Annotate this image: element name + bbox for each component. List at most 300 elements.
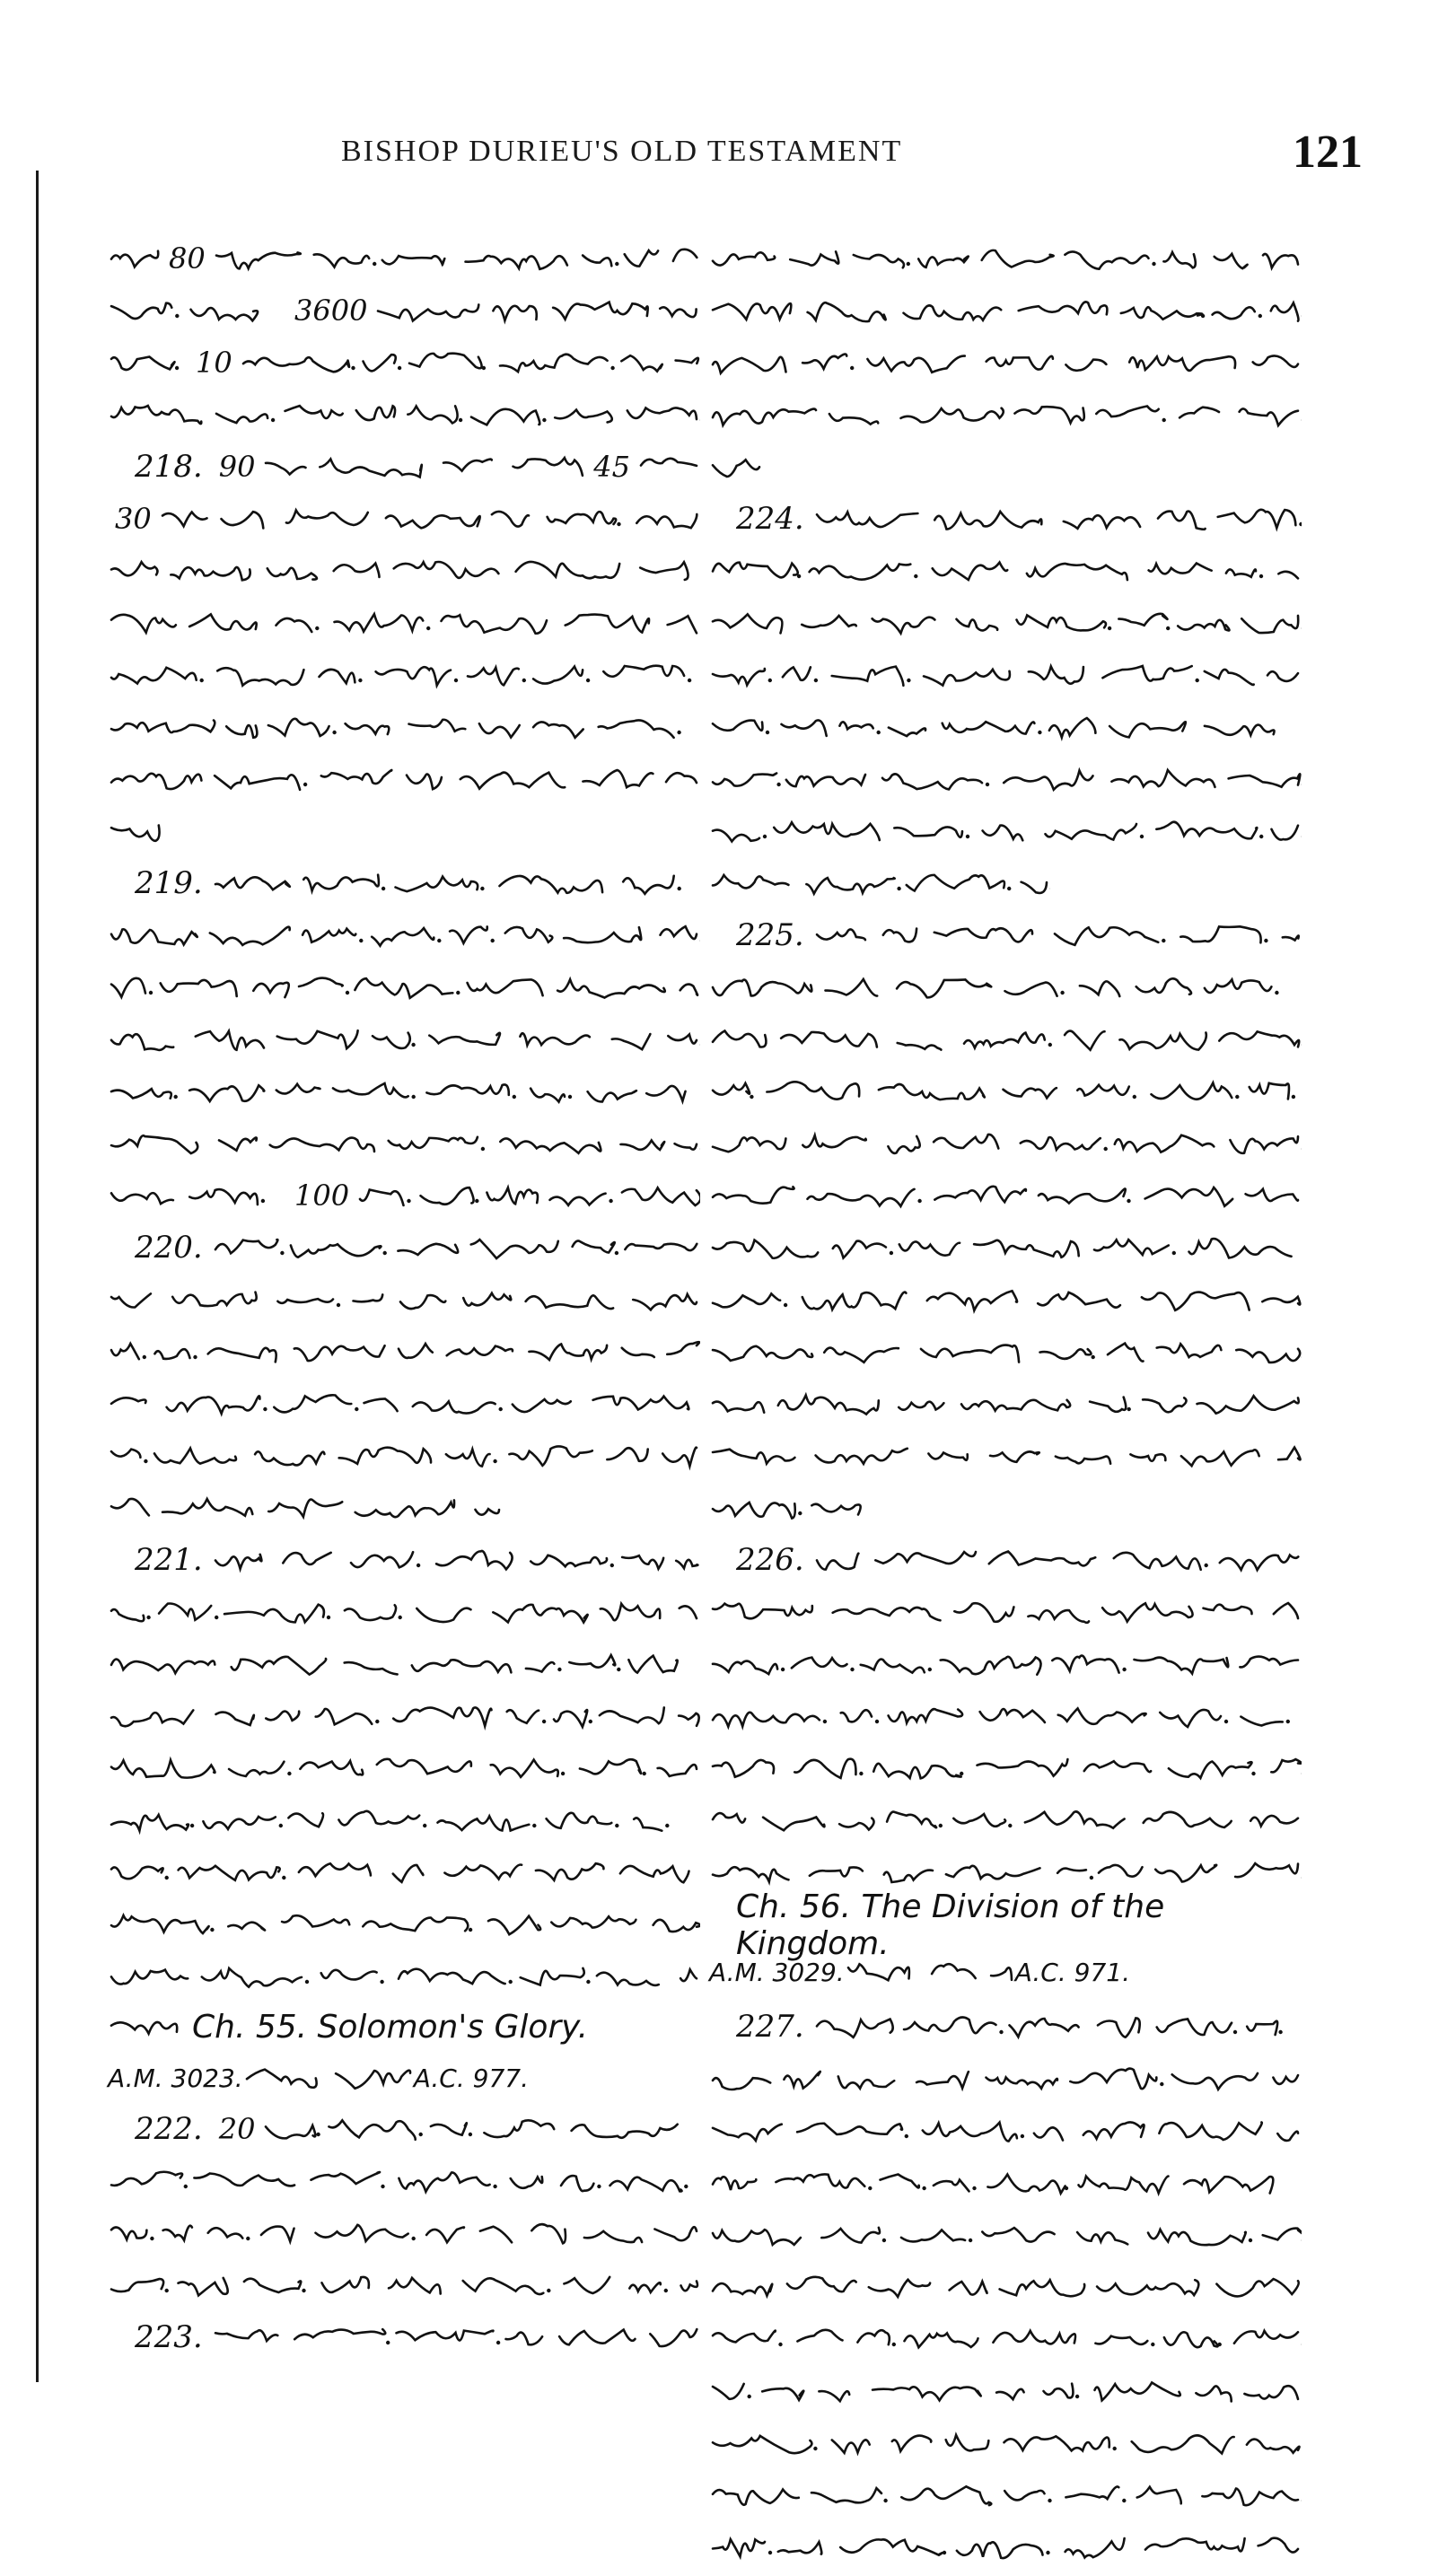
shorthand-word bbox=[334, 564, 380, 577]
shorthand-word bbox=[1080, 981, 1119, 996]
left-text-column bbox=[108, 235, 718, 2362]
shorthand-word bbox=[463, 1293, 511, 1306]
shorthand-line bbox=[709, 1485, 1302, 1531]
shorthand-word bbox=[599, 720, 674, 737]
shorthand-word bbox=[526, 1295, 614, 1309]
shorthand-dot bbox=[375, 1720, 379, 1723]
shorthand-dot bbox=[1264, 939, 1267, 942]
shorthand-dot bbox=[1090, 1876, 1093, 1879]
shorthand-dot bbox=[303, 783, 307, 786]
shorthand-dot bbox=[149, 991, 153, 994]
shorthand-word bbox=[521, 1968, 584, 1985]
shorthand-word bbox=[339, 1448, 431, 1464]
shorthand-word bbox=[662, 1448, 697, 1467]
shorthand-word bbox=[1025, 1811, 1125, 1827]
shorthand-dot bbox=[922, 2186, 925, 2190]
verse-number: 222. bbox=[135, 2111, 203, 2147]
shorthand-dot bbox=[1046, 2551, 1049, 2554]
shorthand-word bbox=[372, 928, 434, 946]
shorthand-word bbox=[516, 562, 620, 578]
shorthand-word bbox=[111, 774, 201, 789]
shorthand-dot bbox=[589, 1720, 592, 1723]
shorthand-word bbox=[463, 2278, 544, 2294]
shorthand-glyphs bbox=[709, 1646, 1302, 1682]
shorthand-word bbox=[1277, 2132, 1298, 2141]
shorthand-word bbox=[978, 1759, 1068, 1776]
shorthand-word bbox=[476, 1509, 500, 1515]
shorthand-word bbox=[923, 2123, 1017, 2142]
shorthand-word bbox=[191, 308, 259, 320]
verse-225 bbox=[709, 912, 1302, 1537]
shorthand-word bbox=[1235, 1863, 1298, 1877]
shorthand-dot bbox=[883, 2499, 887, 2502]
shorthand-word bbox=[784, 2072, 820, 2089]
shorthand-dot bbox=[943, 2551, 946, 2554]
shorthand-word bbox=[1234, 2331, 1298, 2344]
shorthand-word bbox=[848, 1964, 909, 1980]
shorthand-line bbox=[108, 495, 700, 542]
shorthand-word bbox=[346, 723, 390, 734]
shorthand-word bbox=[566, 615, 649, 633]
shorthand-word bbox=[266, 463, 306, 475]
shorthand-dot bbox=[1122, 1668, 1126, 1671]
shorthand-word bbox=[713, 357, 786, 373]
shorthand-dot bbox=[776, 783, 780, 786]
shorthand-glyphs bbox=[108, 1073, 700, 1109]
shorthand-word bbox=[499, 876, 602, 893]
shorthand-word bbox=[640, 562, 688, 580]
shorthand-word bbox=[564, 927, 641, 942]
shorthand-glyphs bbox=[213, 241, 700, 276]
shorthand-glyphs bbox=[108, 1126, 700, 1161]
shorthand-dot bbox=[1133, 1095, 1136, 1099]
shorthand-glyphs bbox=[108, 1282, 700, 1318]
shorthand-word bbox=[561, 2176, 593, 2191]
shorthand-dot bbox=[150, 2237, 153, 2240]
shorthand-word bbox=[1142, 1292, 1250, 1310]
anno-mundi-date: A.M. 3023. bbox=[108, 2063, 243, 2093]
shorthand-word bbox=[583, 256, 611, 267]
shorthand-word bbox=[1240, 408, 1298, 425]
shorthand-word bbox=[394, 562, 499, 578]
shorthand-glyphs bbox=[108, 1906, 700, 1942]
shorthand-word bbox=[666, 773, 697, 783]
shorthand-word bbox=[832, 667, 904, 686]
shorthand-line bbox=[709, 756, 1302, 802]
shorthand-word bbox=[111, 1499, 149, 1515]
shorthand-dot bbox=[1152, 262, 1155, 266]
shorthand-line bbox=[709, 2316, 1302, 2362]
shorthand-dot bbox=[1162, 418, 1166, 422]
shorthand-line bbox=[108, 1120, 700, 1167]
shorthand-word bbox=[580, 1759, 641, 1774]
shorthand-word bbox=[641, 459, 697, 466]
shorthand-word bbox=[1144, 1812, 1232, 1827]
shorthand-word bbox=[797, 2330, 842, 2342]
shorthand-word bbox=[713, 1031, 766, 1047]
page-edge-rule bbox=[36, 171, 39, 2382]
shorthand-word bbox=[468, 668, 519, 686]
shorthand-word bbox=[221, 512, 263, 528]
verse-223 bbox=[108, 2314, 700, 2366]
shorthand-word bbox=[713, 1661, 777, 1675]
shorthand-word bbox=[1109, 722, 1186, 737]
shorthand-word bbox=[675, 1143, 697, 1149]
shorthand-word bbox=[713, 773, 776, 785]
shorthand-glyphs bbox=[108, 1438, 700, 1474]
shorthand-word bbox=[1052, 1656, 1118, 1673]
shorthand-word bbox=[536, 1863, 604, 1880]
shorthand-line bbox=[108, 1745, 700, 1792]
shorthand-word bbox=[351, 1552, 413, 1567]
shorthand-word bbox=[111, 1760, 215, 1778]
shorthand-word bbox=[111, 357, 175, 371]
shorthand-dot bbox=[907, 679, 910, 682]
shorthand-word bbox=[782, 720, 827, 735]
shorthand-word bbox=[345, 1605, 396, 1620]
inline-number: 3600 bbox=[294, 294, 367, 328]
shorthand-word bbox=[636, 514, 697, 528]
shorthand-glyphs bbox=[709, 1854, 1302, 1890]
shorthand-word bbox=[316, 2225, 408, 2241]
shorthand-word bbox=[162, 513, 207, 527]
shorthand-word bbox=[817, 2020, 893, 2037]
shorthand-line bbox=[108, 2210, 700, 2256]
shorthand-word bbox=[646, 1086, 685, 1101]
shorthand-word bbox=[1258, 2538, 1298, 2553]
shorthand-word bbox=[321, 770, 392, 784]
shorthand-word bbox=[299, 978, 343, 986]
shorthand-glyphs bbox=[262, 449, 586, 485]
shorthand-dot bbox=[1108, 626, 1111, 630]
shorthand-word bbox=[335, 614, 424, 631]
shorthand-word bbox=[111, 1135, 197, 1153]
shorthand-dot bbox=[1299, 522, 1302, 526]
shorthand-dot bbox=[1218, 2343, 1222, 2346]
shorthand-dot bbox=[609, 1564, 613, 1567]
shorthand-dot bbox=[1251, 1772, 1255, 1775]
shorthand-word bbox=[572, 2125, 678, 2138]
shorthand-line bbox=[108, 964, 700, 1011]
shorthand-word bbox=[934, 1135, 998, 1149]
shorthand-line bbox=[108, 600, 700, 646]
shorthand-word bbox=[1090, 1398, 1126, 1412]
shorthand-word bbox=[398, 1244, 458, 1255]
shorthand-glyphs bbox=[709, 969, 1302, 1005]
shorthand-dot bbox=[561, 1772, 565, 1775]
shorthand-word bbox=[961, 1400, 1070, 1411]
shorthand-word bbox=[786, 775, 865, 786]
shorthand-word bbox=[1065, 1031, 1104, 1050]
shorthand-word bbox=[668, 1035, 697, 1044]
shorthand-line bbox=[108, 1589, 700, 1635]
shorthand-word bbox=[1114, 1553, 1201, 1570]
shorthand-dot bbox=[688, 679, 691, 682]
shorthand-word bbox=[1156, 2019, 1231, 2035]
shorthand-word bbox=[389, 1137, 478, 1149]
shorthand-dot bbox=[532, 1824, 536, 1827]
shorthand-glyphs bbox=[108, 397, 700, 433]
shorthand-word bbox=[513, 458, 583, 476]
shorthand-line bbox=[709, 2160, 1302, 2206]
shorthand-word bbox=[808, 302, 886, 321]
shorthand-word bbox=[159, 1604, 211, 1620]
shorthand-word bbox=[899, 1241, 960, 1255]
shorthand-dot bbox=[1162, 939, 1165, 942]
shorthand-word bbox=[111, 721, 215, 733]
shorthand-line bbox=[709, 2055, 1302, 2102]
shorthand-word bbox=[551, 1916, 636, 1927]
verse-opening-line bbox=[108, 2106, 700, 2152]
shorthand-word bbox=[762, 2388, 803, 2400]
shorthand-word bbox=[817, 929, 865, 940]
shorthand-dot bbox=[359, 939, 363, 942]
shorthand-word bbox=[1205, 979, 1272, 993]
shorthand-dot bbox=[522, 679, 526, 682]
shorthand-dot bbox=[586, 679, 590, 682]
shorthand-dot bbox=[890, 1251, 893, 1255]
shorthand-glyphs bbox=[709, 657, 1302, 693]
chapter-56-block bbox=[709, 1901, 1302, 1994]
shorthand-dot bbox=[797, 574, 801, 578]
shorthand-glyphs bbox=[108, 293, 287, 329]
shorthand-dot bbox=[437, 939, 441, 942]
shorthand-word bbox=[974, 1240, 1079, 1257]
shorthand-line bbox=[108, 1328, 700, 1375]
shorthand-word bbox=[1241, 1717, 1282, 1726]
shorthand-dot bbox=[939, 1824, 943, 1827]
shorthand-glyphs bbox=[108, 709, 700, 745]
shorthand-line bbox=[709, 964, 1302, 1011]
shorthand-word bbox=[676, 1560, 697, 1568]
shorthand-word bbox=[680, 985, 697, 995]
shorthand-word bbox=[111, 1450, 140, 1458]
shorthand-glyphs bbox=[813, 501, 1302, 537]
shorthand-dot bbox=[969, 2239, 972, 2242]
shorthand-word bbox=[253, 983, 288, 997]
shorthand-word bbox=[873, 1764, 961, 1779]
shorthand-word bbox=[953, 1814, 1005, 1827]
shorthand-word bbox=[763, 1818, 824, 1831]
shorthand-word bbox=[266, 1712, 299, 1721]
shorthand-dot bbox=[1075, 2395, 1079, 2398]
shorthand-word bbox=[1267, 671, 1298, 681]
shorthand-dot bbox=[1160, 2082, 1163, 2086]
shorthand-dot bbox=[1286, 1720, 1290, 1723]
shorthand-dot bbox=[677, 731, 680, 734]
shorthand-word bbox=[487, 1187, 538, 1204]
shorthand-word bbox=[797, 2124, 902, 2134]
shorthand-dot bbox=[1140, 835, 1144, 838]
shorthand-line bbox=[108, 1849, 700, 1896]
shorthand-word bbox=[832, 2440, 870, 2452]
shorthand-dot bbox=[664, 2289, 668, 2292]
shorthand-line bbox=[709, 1693, 1302, 1739]
shorthand-word bbox=[991, 1967, 1012, 1979]
shorthand-word bbox=[884, 1871, 933, 1882]
shorthand-glyphs bbox=[709, 1750, 1302, 1786]
shorthand-dot bbox=[317, 2133, 320, 2136]
shorthand-glyphs bbox=[108, 1646, 700, 1682]
shorthand-word bbox=[841, 1710, 872, 1722]
shorthand-word bbox=[447, 1346, 513, 1356]
shorthand-glyphs bbox=[108, 1594, 700, 1630]
shorthand-word bbox=[111, 1867, 163, 1879]
shorthand-word bbox=[675, 358, 697, 364]
verse-opening-line bbox=[709, 912, 1302, 959]
shorthand-line bbox=[108, 756, 700, 802]
shorthand-word bbox=[1271, 1759, 1301, 1772]
shorthand-word bbox=[1066, 2486, 1118, 2499]
shorthand-word bbox=[713, 1503, 795, 1519]
shorthand-dot bbox=[423, 1824, 426, 1827]
shorthand-word bbox=[1083, 2122, 1144, 2138]
shorthand-word bbox=[987, 2175, 1065, 2194]
shorthand-line bbox=[709, 1433, 1302, 1479]
shorthand-word bbox=[443, 460, 492, 471]
shorthand-word bbox=[713, 252, 775, 265]
shorthand-word bbox=[584, 2231, 642, 2242]
shorthand-line bbox=[709, 652, 1302, 698]
shorthand-word bbox=[363, 1918, 468, 1932]
shorthand-glyphs bbox=[108, 1490, 503, 1526]
shorthand-dot bbox=[210, 1928, 214, 1932]
shorthand-word bbox=[802, 355, 846, 369]
shorthand-word bbox=[957, 619, 998, 631]
shorthand-word bbox=[196, 1031, 264, 1050]
shorthand-word bbox=[465, 256, 566, 269]
shorthand-dot bbox=[586, 1980, 590, 1984]
shorthand-word bbox=[621, 355, 662, 371]
shorthand-word bbox=[408, 406, 457, 423]
shorthand-line bbox=[709, 2107, 1302, 2154]
shorthand-word bbox=[778, 1396, 879, 1415]
shorthand-word bbox=[1000, 2280, 1085, 2296]
shorthand-word bbox=[276, 618, 312, 632]
shorthand-glyphs bbox=[709, 1594, 1302, 1630]
shorthand-word bbox=[378, 304, 478, 320]
shorthand-passage-opening bbox=[108, 235, 700, 443]
shorthand-word bbox=[781, 1032, 877, 1047]
shorthand-word bbox=[634, 1818, 662, 1830]
shorthand-word bbox=[554, 302, 649, 320]
shorthand-word bbox=[111, 929, 197, 944]
verse-227 bbox=[709, 2003, 1302, 2576]
shorthand-word bbox=[901, 2230, 965, 2242]
shorthand-word bbox=[774, 822, 880, 840]
shorthand-word bbox=[224, 1605, 324, 1623]
shorthand-word bbox=[1136, 978, 1191, 994]
shorthand-word bbox=[887, 1812, 936, 1828]
shorthand-word bbox=[1017, 616, 1106, 631]
verse-number: 220. bbox=[135, 1230, 203, 1266]
shorthand-word bbox=[881, 2175, 919, 2188]
shorthand-word bbox=[216, 414, 267, 423]
shorthand-word bbox=[916, 2072, 969, 2088]
shorthand-dot bbox=[1259, 835, 1263, 838]
shorthand-word bbox=[946, 2435, 989, 2450]
shorthand-word bbox=[1148, 2230, 1246, 2245]
shorthand-dot bbox=[165, 2289, 169, 2292]
shorthand-dot bbox=[877, 731, 881, 734]
shorthand-line bbox=[709, 1068, 1302, 1115]
shorthand-glyphs bbox=[108, 605, 700, 641]
shorthand-dot bbox=[302, 2289, 305, 2292]
shorthand-word bbox=[1044, 2384, 1074, 2398]
shorthand-word bbox=[1247, 2440, 1300, 2453]
shorthand-word bbox=[243, 357, 349, 372]
shorthand-word bbox=[1158, 512, 1206, 530]
shorthand-word bbox=[468, 979, 543, 995]
shorthand-dot bbox=[917, 1199, 921, 1203]
shorthand-dot bbox=[1008, 1824, 1012, 1827]
shorthand-word bbox=[1058, 1708, 1146, 1723]
shorthand-word bbox=[1196, 2386, 1231, 2401]
shorthand-word bbox=[266, 2125, 315, 2138]
shorthand-word bbox=[873, 2387, 981, 2400]
inline-number: 90 bbox=[219, 450, 256, 484]
shorthand-word bbox=[1097, 2280, 1198, 2295]
shorthand-word bbox=[500, 355, 608, 372]
shorthand-glyphs bbox=[709, 1073, 1302, 1109]
shorthand-word bbox=[1038, 1292, 1120, 1308]
shorthand-word bbox=[1164, 2332, 1218, 2347]
shorthand-glyphs bbox=[813, 1542, 1302, 1578]
shorthand-word bbox=[1250, 1816, 1298, 1826]
shorthand-word bbox=[1197, 1396, 1299, 1413]
shorthand-glyphs bbox=[845, 1954, 1015, 1990]
shorthand-line bbox=[108, 548, 700, 594]
shorthand-word bbox=[1244, 2386, 1298, 2399]
shorthand-word bbox=[713, 303, 791, 320]
shorthand-glyphs bbox=[108, 761, 700, 797]
shorthand-word bbox=[229, 1762, 284, 1776]
shorthand-word bbox=[857, 2330, 889, 2344]
shorthand-dot bbox=[798, 1511, 802, 1515]
shorthand-dot bbox=[144, 1459, 147, 1463]
shorthand-glyphs bbox=[212, 865, 700, 901]
shorthand-dot bbox=[456, 991, 460, 994]
shorthand-line bbox=[108, 235, 700, 282]
right-text-column bbox=[709, 235, 1320, 2362]
shorthand-word bbox=[436, 1551, 512, 1569]
verse-number: 226. bbox=[736, 1542, 804, 1578]
shorthand-dot bbox=[1224, 1720, 1228, 1723]
shorthand-glyphs bbox=[709, 1230, 1302, 1266]
shorthand-word bbox=[824, 1348, 899, 1362]
shorthand-word bbox=[907, 875, 1004, 891]
shorthand-dot bbox=[972, 2186, 976, 2190]
shorthand-word bbox=[444, 1864, 522, 1879]
shorthand-word bbox=[933, 563, 1008, 580]
shorthand-word bbox=[811, 1504, 860, 1515]
shorthand-glyphs bbox=[108, 1802, 700, 1838]
shorthand-glyphs bbox=[709, 2425, 1302, 2461]
shorthand-word bbox=[1273, 2075, 1298, 2084]
shorthand-word bbox=[426, 1084, 508, 1094]
shorthand-word bbox=[215, 1555, 261, 1569]
shorthand-line bbox=[709, 1797, 1302, 1844]
shorthand-dot bbox=[768, 2551, 772, 2554]
shorthand-word bbox=[713, 2230, 801, 2245]
shorthand-line bbox=[709, 2524, 1302, 2571]
shorthand-glyphs bbox=[159, 501, 700, 537]
shorthand-line bbox=[709, 2212, 1302, 2258]
shorthand-dot bbox=[1201, 314, 1205, 318]
shorthand-word bbox=[531, 1555, 607, 1567]
shorthand-word bbox=[321, 1970, 377, 1980]
shorthand-word bbox=[1121, 307, 1202, 319]
